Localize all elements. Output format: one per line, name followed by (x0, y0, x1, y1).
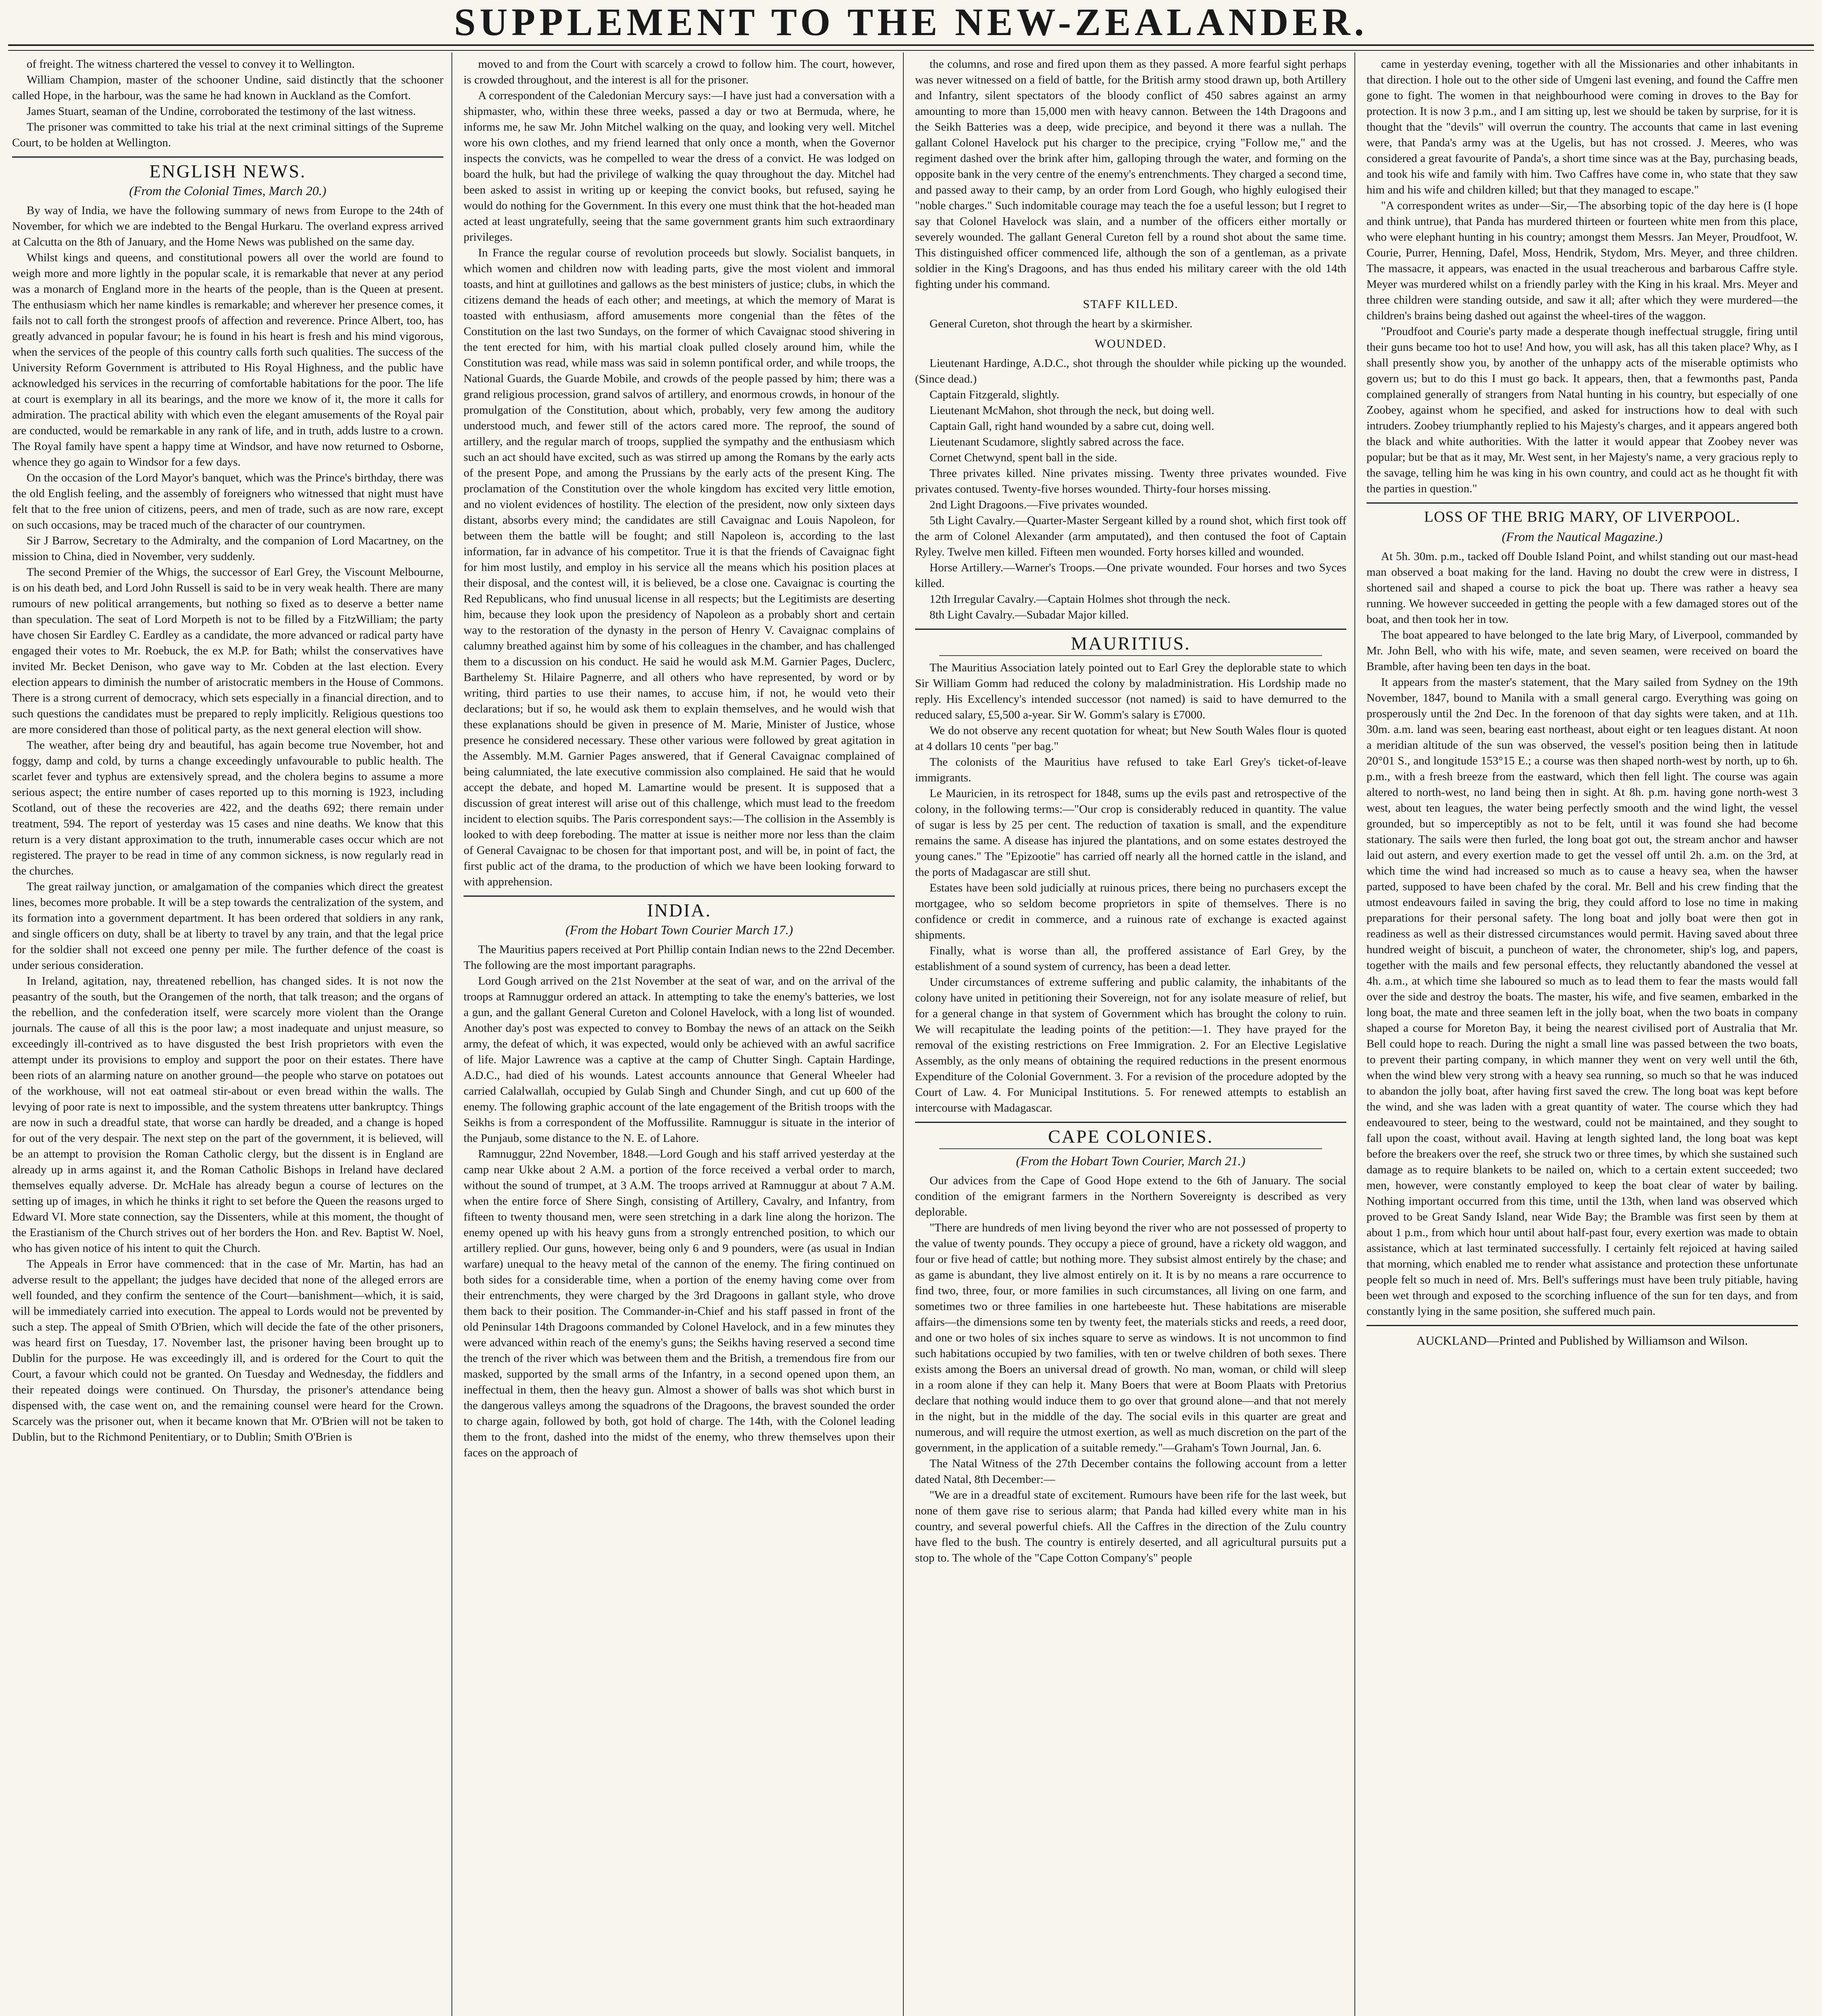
section-title-loss-of-brig-mary: LOSS OF THE BRIG MARY, OF LIVERPOOL. (1424, 508, 1741, 525)
paragraph: Le Mauricien, in its retrospect for 1848, sums up the evils past and retrospective of the colony, in the following terms:—"Our crop is considerably reduced in quantity. The value of sugar is less by 25 per cent. The reduction of taxation is small, and the expenditure remains the same. A disease has injured the plantations, and on some estates destroyed the young canes." The "Epizootie" has carried off nearly all the horned cattle in the island, and the ports of Madagascar are still shut. (915, 787, 1346, 879)
paragraph: Whilst kings and queens, and constitutional powers all over the world are found to weigh more and more lightly in the popular scale, it is remarkable that never at any period was a monarch of England more in the hearts of the people, than is the Queen at present. The enthusiasm which her name kindles is remarkable; and wherever her presence comes, it fails not to call forth the strongest proofs of affection and reverence. Prince Albert, too, has greatly advanced in popular favour; he is found in his heart is fresh and his mind vigorous, when the services of the people of this country calls forth such qualities. The success of the University Reform Government is attributed to His Royal Highness, and the public have acknowledged his services in the recurring of comfortable habitations for the poor. The life at court is exemplary in all its bearings, and the more we know of it, the more it calls for admiration. The practical ability with which even the elegant amusements of the Royal pair are conducted, would be remarkable in any rank of life, and in truth, adds lustre to a crown. The Royal family have spent a happy time at Windsor, and have now returned to Osborne, whence they go again to Windsor for a few days. (12, 251, 443, 469)
section-source: (From the Nautical Magazine.) (1502, 529, 1663, 544)
paragraph: The great railway junction, or amalgamation of the companies which direct the greatest lines, becomes more probable. It will be a step towards the centralization of the system, and its formation into a government department. It has been ordered that soldiers in any rank, and single officers on duty, shall be at liberty to travel by any train, and that the legal price for the soldier shall not exceed one penny per mile. The further defence of the coast is under serious consideration. (12, 880, 443, 972)
section-title-mauritius: MAURITIUS. (1071, 633, 1191, 654)
masthead-rule (8, 44, 1814, 46)
subheading-staff-killed: STAFF KILLED. (1083, 298, 1179, 311)
section-title-cape-colonies: CAPE COLONIES. (1048, 1126, 1214, 1147)
paragraph: The Appeals in Error have commenced: that in the case of Mr. Martin, has had an adverse result to the appellant; the judges have decided that none of the alleged errors are well founded, and they confirm the sentence of the Court—banishment—which, it is said, will be immediately carried into execution. The appeal to Lords would not be prevented by such a step. The appeal of Smith O'Brien, which will decide the fate of the other prisoners, was heard first on Tuesday, 17. November last, the prisoner having been brought up to Dublin for the purpose. He was exceedingly ill, and is ordered for the Court to quit the Court, a favour which could not be granted. On Tuesday and Wednesday, the fiddlers and their repeated doings were continued. On Thursday, the prisoner's attendance being dispensed with, the case went on, and the remaining counsel were heard for the Crown. Scarcely was the prisoner out, when it became known that Mr. O'Brien will not be taken to Dublin, but to the Richmond Penitentiary, or to Dublin; Smith O'Brien is (12, 1258, 443, 1443)
section-source: (From the Hobart Town Courier, March 21.) (1016, 1154, 1246, 1168)
paragraph: The prisoner was committed to take his trial at the next criminal sittings of the Supreme Court, to be holden at Wellington. (12, 121, 443, 149)
paragraph: Captain Gall, right hand wounded by a sabre cut, doing well. (930, 420, 1215, 433)
paragraph: Lieutenant Scudamore, slightly sabred across the face. (930, 435, 1184, 448)
paragraph: "Proudfoot and Courie's party made a desperate though ineffectual struggle, firing until their guns became too hot to use! And how, you will ask, has all this taken place? Why, as I shall presently show you, by another of the unhappy acts of the miserable optimists who govern us; but to do this I must go back. It appears, then, that a fewmonths past, Panda complained generally of strangers from Natal hunting in his country, but especially of one Zoobey, against whom he specified, and asked for instructions how to deal with such intruders. Zoobey triumphantly replied to his Majesty's charges, and it appears angered both the black and white authorities. With the latter it would appear that Zoobey never was popular; but be that as it may, Mr. West sent, in her Majesty's name, a very gracious reply to the savage, telling him he was king in his own country, and could act as he thought fit with the parties in question." (1366, 325, 1798, 495)
paragraph: A correspondent of the Caledonian Mercury says:—I have just had a conversation with a shipmaster, who, within these three weeks, passed a day or two at Bermuda, where, he informs me, he saw Mr. John Mitchel walking on the quay, and looking very well. Mitchel wore his own clothes, and my friend learned that only once a month, when the Governor inspects the convicts, was he compelled to wear the dress of a convict. He was lodged on board the hulk, but had the privilege of walking the quay throughout the day. Mitchel had been asked to assist in writing up or keeping the convict books, but refused, saying he would do nothing for the Government. In this every one must think that the hot-headed man acted at least ungratefully, seeing that the same government grants him such extraordinary privileges. (464, 89, 895, 244)
paragraph: The second Premier of the Whigs, the successor of Earl Grey, the Viscount Melbourne, is on his death bed, and Lord John Russell is said to be in very weak health. There are many rumours of new political arrangements, but nothing so fixed as to deserve a better name than speculation. The seat of Lord Morpeth is not to be filled by a FitzWilliam; the party have chosen Sir Eardley C. Eardley as a candidate, the more advanced or radical party have engaged their votes to Mr. Roebuck, the ex M.P. for Bath; whilst the conservatives have invited Mr. Becket Denison, who gave way to Mr. Cobden at the last election. Every election appears to diminish the number of aristocratic members in the House of Commons. There is a strong current of democracy, which sets especially in a financial direction, and to such questions the candidates must be prepared to reply implicitly. Religious questions too are more considered than those of political party, as the next general election will show. (12, 566, 443, 736)
paragraph: It appears from the master's statement, that the Mary sailed from Sydney on the 19th November, 1847, bound to Manila with a small general cargo. Everything was going on prosperously until the 2nd Dec. In the forenoon of that day sights were taken, and at 11h. 30m. a.m. land was seen, bearing east northeast, about eight or ten leagues distant. At noon a meridian altitude of the sun was observed, the vessel's position being then in latitude 20°01 S., and longitude 153°15 E.; a course was then shaped north-west by north, up to 6h. p.m., with a fresh breeze from the eastward, which then fell light. The course was again altered to north-west, no land being then in sight. At 8h. p.m. having gone north-west 3 west, about ten leagues, the water being perfectly smooth and the wind light, the vessel grounded, but so imperceptibly as not to be felt, until it was found she had become stationary. The sails were then furled, the long boat got out, the stream anchor and hawser laid out astern, and every exertion made to get the vessel off until 2h. a.m. on the 3rd, at which time the wind had increased so much as to cause a heavy sea, when the hawser parted, supposed to have been chafed by the coral. Mr. Bell and his crew finding that the utmost endeavours failed in saving the brig, they could afford to lose no time in making preparations for their personal safety. The long boat and jolly boat were then got in readiness as well as their distressed circumstances would permit. Having saved about three hundred weight of biscuit, a puncheon of water, the chronometer, ship's log, and papers, together with the mails and few personal effects, they reluctantly abandoned the vessel at 4h. a.m., at which time she laboured so much as to lead them to fear the masts would fall over the side and destroy the boats. The master, his wife, and five seamen, embarked in the long boat, the mate and three seamen left in the jolly boat, when the two boats in company shaped a course for Moreton Bay, it being the nearest civilised port of Australia that Mr. Bell could hope to reach. During the night a small line was passed between the two boats, to prevent their parting company, in which manner they went on very well until the 6th, when the wind blew very strong with a heavy sea running, so much so that he was induced to abandon the jolly boat, after having first saved the crew. The long boat was kept before the wind, and she was laden with a great quantity of water. The course which they had endeavoured to steer, being to the westward, could not be maintained, and they sought to fall upon the coast, without avail. Having at length sighted land, the long boat was kept before the breakers over the reef, she struck two or three times, by which she sustained such damage as to require blankets to be nailed on, which to a certain extent succeeded; two men, however, were constantly employed to keep the boat clear of water by bailing. Nothing important occurred from this time, until the 13th, when land was observed which proved to be Great Sandy Island, near Wide Bay; the Bramble was first seen by them at about 1 p.m., from which hour until about half-past four, every exertion was made to obtain assistance, which at last terminated successfully. I certainly felt rejoiced at having sailed that morning, which enabled me to render what assistance and protection these unfortunate people felt so much in need of. Mrs. Bell's sufferings must have been truly pitiable, having been wet through and exposed to the scorching influence of the sun for ten days, and from constantly lying in the same position, she suffered much pain. (1366, 676, 1798, 1318)
paragraph: The Natal Witness of the 27th December contains the following account from a letter dated Natal, 8th December:— (915, 1457, 1346, 1486)
subheading-wounded: WOUNDED. (1094, 337, 1167, 350)
column-4 (1366, 56, 1798, 2016)
section-title-india: INDIA. (647, 900, 711, 921)
paragraph: At 5h. 30m. p.m., tacked off Double Island Point, and whilst standing out our mast-head man observed a boat making for the land. Having no doubt the crew were in distress, I shortened sail and shaped a course to pick the boat up. There was rather a heavy sea running. We however succeeded in getting the people with a few damaged stores out of the boat, and then took her in tow. (1366, 550, 1798, 626)
column-divider (451, 52, 452, 2016)
section-rule (915, 1122, 1346, 1123)
section-rule (915, 629, 1346, 630)
paragraph: Cornet Chetwynd, spent ball in the side. (930, 451, 1117, 464)
section-rule (12, 156, 443, 158)
paragraph: Three privates killed. Nine privates missing. Twenty three privates wounded. Five privates contused. Twenty-five horses wounded. Thirty-four horses missing. (915, 467, 1346, 496)
paragraph: of freight. The witness chartered the vessel to convey it to Wellington. (27, 58, 355, 71)
paragraph: The colonists of the Mauritius have refused to take Earl Grey's ticket-of-leave immigrants. (915, 756, 1346, 784)
paragraph: Captain Fitzgerald, slightly. (930, 388, 1059, 401)
section-rule (939, 1148, 1322, 1149)
paragraph: The boat appeared to have belonged to the late brig Mary, of Liverpool, commanded by Mr. John Bell, who with his wife, mate, and seven seamen, were received on board the Bramble, after having been ten days in the boat. (1366, 629, 1798, 673)
paragraph: 2nd Light Dragoons.—Five privates wounded. (930, 498, 1148, 511)
paragraph: In France the regular course of revolution proceeds but slowly. Socialist banquets, in which women and children now with leading parts, give the most violent and immoral toasts, and hint at guillotines and gallows as the best ministers of justice; clubs, in which the citizens demand the heads of each other; and meetings, at which the memory of Marat is toasted with enthusiasm, afford amusements more congenial than the fêtes of the Constitution on the last two Sundays, on the former of which Cavaignac stood shivering in the tent erected for him, with his martial cloak pulled closely around him, while the Constitution was read, while mass was said in solemn pontifical order, and while troops, the National Guards, the Guarde Mobile, and crowds of the people passed by him; there was a grand religious procession, grand salvos of artillery, and enormous crowds, in honour of the promulgation of the Constitution, about which, probably, very few among the auditory understood much, and fewer still of the actors cared more. The reproof, the sound of artillery, and the regular march of troops, supplied the sympathy and the enthusiasm which such an act should have excited, such as was stirred up among the Romans by the early acts of the present Pope, and among the Prussians by the early acts of the present King. The proclamation of the Constitution over the whole kingdom has excited very little emotion, and no violent evidences of hostility. The election of the president, now only sixteen days distant, absorbs every mind; the candidates are still Cavaignac and Louis Napoleon, for between them the battle will be fought; and still Napoleon is, according to the last information, far in advance of his competitor. True it is that the friends of Cavaignac fight for him most lustily, and employ in his service all the means which his position places at their disposal, and the contest will, it is believed, be a close one. Cavaignac is courting the Red Republicans, who find unusual license in all respects; but the Legitimists are deserting him, because they look upon the presidency of Napoleon as a probably short and certain way to the restoration of the dynasty in the person of Henry V. Cavaignac complains of calumny breathed against him by some of his colleagues in the chamber, and has challenged them to a discussion on his conduct. He said he would ask M.M. Garnier Pages, Duclerc, Barthelemy St. Hilaire Pagnerre, and all others who have represented, by word or by writing, third parties to use their names, to accuse him, if not, he would veto their declarations; but if so, he would ask them to explain themselves, and he would wish that these explanations should be given in presence of M. Marie, Minister of Justice, whose presence he considered necessary. These other various were followed by great agitation in the Assembly. M.M. Garnier Pages answered, that if General Cavaignac complained of being calumniated, the late executive commission also complained. He said that he would accept the debate, and hoped M. Lamartine would be present. It is supposed that a discussion of great interest will arise out of this challenge, which must lead to the freedom incident to election squibs. The Paris correspondent says:—The collision in the Assembly is looked to with deep foreboding. The matter at issue is neither more nor less than the claim of General Cavaignac to be chosen for that important post, and will be, in point of fact, the first public act of the drama, to the production of which we have been looking forward to with apprehension. (464, 246, 895, 888)
paragraph: The weather, after being dry and beautiful, has again become true November, hot and foggy, damp and cold, by turns a change exceedingly unfavourable to public health. The scarlet fever and typhus are extensively spread, and the cholera begins to assume a more serious aspect; the entire number of cases reported up to this morning is 1923, including Scotland, out of these the recoveries are 422, and the deaths 692; there remain under treatment, 594. The report of yesterday was 15 cases and nine deaths. We know that this return is a very distant approximation to the truth, innumerable cases occur which are not registered. The prayer to be read in time of any common sickness, is now regularly read in the churches. (12, 739, 443, 877)
section-rule (1366, 1325, 1798, 1326)
column-3 (915, 56, 1346, 2016)
paragraph: Sir J Barrow, Secretary to the Admiralty, and the companion of Lord Macartney, on the mission to China, died in November, very suddenly. (12, 534, 443, 563)
column-2 (464, 56, 895, 2016)
paragraph: In Ireland, agitation, nay, threatened rebellion, has changed sides. It is not now the peasantry of the south, but the Orangemen of the north, that talk treason; and the organs of the rebellion, and the confederation itself, were scarcely more violent than the Orange journals. The cause of all this is the poor law; a most inadequate and unjust measure, so exceedingly ill-contrived as to have disgusted the best Irish proprietors with even the attempt under its provisions to employ and support the poor on their estates. There have been riots of an alarming nature on another ground—the people who starve on potatoes out of the workhouse, will not eat oatmeal stir-about or even bread within the walls. The levying of poor rate is next to impossible, and the system threatens utter bankruptcy. Things are now in such a dreadful state, that worse can hardly be dreaded, and a change is hoped for out of the very despair. The next step on the part of the government, it is believed, will be an attempt to provision the Roman Catholic clergy, but the dissent is in England are already up in arms against it, and the Roman Catholic Bishops in Ireland have declared themselves equally adverse. Dr. McHale has already begun a course of lectures on the setting up of images, in which he thinks it right to set before the Queen the reasons urged to Edward VI. More state connection, say the Dissenters, while at this moment, the thought of the Erastianism of the Church strives out of her borders the Hon. and Rev. Baptist W. Noel, who has given notice of his intent to quit the Church. (12, 975, 443, 1255)
paragraph: "A correspondent writes as under—Sir,—The absorbing topic of the day here is (I hope and think untrue), that Panda has murdered thirteen or fourteen white men from this place, who were elephant hunting in his country; amongst them Messrs. Jan Meyer, Proudfoot, W. Courie, Purrer, Henning, Dafel, Moss, Hendrik, Stydom, Mrs. Meyer, and three children. The massacre, it appears, was enacted in the usual treacherous and barbarous Caffre style. Meyer was murdered whilst on a friendly parley with the King in his kraal. Mrs. Meyer and three children were standing outside, and saw it all; after which they were murdered—the children's brains being dashed out against the wheel-tires of the waggon. (1366, 199, 1798, 322)
paragraph: Lieutenant Hardinge, A.D.C., shot through the shoulder while picking up the wounded. (Since dead.) (915, 357, 1346, 385)
section-rule (464, 896, 895, 897)
printer-imprint: AUCKLAND—Printed and Published by Williamson and Wilson. (1416, 1333, 1748, 1347)
paragraph: Lord Gough arrived on the 21st November at the seat of war, and on the arrival of the troops at Ramnuggur ordered an attack. In attempting to take the enemy's batteries, we lost a gun, and the gallant General Cureton and Colonel Havelock, with a long list of wounded. Another day's post was expected to convey to Bombay the news of an attack on the Seikh army, the defeat of which, it was expected, would only be achieved with an awful sacrifice of life. Major Lawrence was a captive at the camp of Chutter Singh. Captain Hardinge, A.D.C., had died of his wounds. Latest accounts announce that General Wheeler had carried Calalwallah, occupied by Gulab Singh and Chunder Singh, and cut up 600 of the enemy. The following graphic account of the late engagement of the British troops with the Seikhs is from a correspondent of the Moffussilite. Ramnuggur is situate in the interior of the Punjaub, some distance to the N. E. of Lahore. (464, 975, 895, 1145)
paragraph: General Cureton, shot through the heart by a skirmisher. (930, 317, 1193, 330)
paragraph: Our advices from the Cape of Good Hope extend to the 6th of January. The social condition of the emigrant farmers in the Northern Sovereignty is described as very deplorable. (915, 1174, 1346, 1218)
paragraph: Lieutenant McMahon, shot through the neck, but doing well. (930, 404, 1215, 417)
masthead-rule-thin (8, 50, 1814, 51)
section-rule (939, 655, 1322, 656)
paragraph: Finally, what is worse than all, the proffered assistance of Earl Grey, by the establishment of a sound system of currency, has been a dead letter. (915, 944, 1346, 973)
paragraph: On the occasion of the Lord Mayor's banquet, which was the Prince's birthday, there was the old English feeling, and the assembly of foreigners who witnessed that night must have felt that to the free union of citizens, peers, and men of trade, such as are now rare, except on such occasions, may be traced much of the character of our countrymen. (12, 471, 443, 531)
section-source: (From the Colonial Times, March 20.) (129, 183, 327, 198)
paragraph: "There are hundreds of men living beyond the river who are not possessed of property to the value of twenty pounds. They occupy a piece of ground, have a rickety old waggon, and four or five head of cattle; but nothing more. They subsist almost entirely by the chase; and as game is abundant, they live almost entirely on it. It is by no means a rare occurrence to find two, three, four, or more families in such circumstances, all living on one farm, and sometimes two or three families in one hartebeeste hut. These habitations are miserable affairs—the dimensions some ten by twenty feet, the materials sticks and reeds, a reed door, and one or two holes of six inches square to serve as windows. It is not uncommon to find such habitations occupied by two families, with ten or twelve children of both sexes. There exists among the Boers an universal dread of growth. No man, woman, or child will sleep in a room alone if they can help it. Many Boers that were at Boom Plaats with Pretorius declare that nothing would induce them to go over that ground alone—and that not merely in the night, but in the middle of the day. The social evils in this quarter are great and numerous, and will require the utmost exertion, as well as much discretion on the part of the government, in the application of a suitable remedy."—Graham's Town Journal, Jan. 6. (915, 1221, 1346, 1454)
column-1 (12, 56, 443, 2016)
paragraph: William Champion, master of the schooner Undine, said distinctly that the schooner called Hope, in the harbour, was the same he had known in Auckland as the Comfort. (12, 73, 443, 102)
section-source: (From the Hobart Town Courier March 17.) (565, 923, 793, 937)
paragraph: James Stuart, seaman of the Undine, corroborated the testimony of the last witness. (27, 105, 416, 118)
paragraph: "We are in a dreadful state of excitement. Rumours have been rife for the last week, but none of them gave rise to serious alarm; that Panda had killed every white man in his country, and several powerful chiefs. All the Caffres in the direction of the Zulu country have fled to the bush. The country is entirely deserted, and all agricultural pursuits put a stop to. The whole of the "Cape Cotton Company's" people (915, 1489, 1346, 1564)
section-rule (1366, 502, 1798, 504)
paragraph: Horse Artillery.—Warner's Troops.—One private wounded. Four horses and two Syces killed. (915, 561, 1346, 590)
paragraph: By way of India, we have the following summary of news from Europe to the 24th of November, for which we are indebted to the Bengal Hurkaru. The overland express arrived at Calcutta on the 8th of January, and the Home News was published on the same day. (12, 204, 443, 248)
section-title-english-news: ENGLISH NEWS. (149, 161, 306, 181)
column-divider (903, 52, 904, 2016)
paragraph: 5th Light Cavalry.—Quarter-Master Sergeant killed by a round shot, which first took off the arm of Colonel Alexander (arm amputated), and then contused the foot of Captain Ryley. Twelve men killed. Fifteen men wounded. Forty horses killed and wounded. (915, 514, 1346, 558)
paragraph: Estates have been sold judicially at ruinous prices, there being no purchasers except the mortgagee, who so seldom become proprietors in spite of themselves. There is no confidence or credit in commerce, and a ruinous rate of exchange is exacted against shipments. (915, 881, 1346, 941)
masthead: SUPPLEMENT TO THE NEW-ZEALANDER. (454, 0, 1368, 44)
paragraph: Under circumstances of extreme suffering and public calamity, the inhabitants of the colony have united in petitioning their Sovereign, not for any isolate measure of relief, but for a general change in that system of Government which has brought the colony to ruin. We will recapitulate the leading points of the petition:—1. They have prayed for the removal of the existing restrictions on Free Immigration. 2. For an Elective Legislative Assembly, as the only means of obtaining the required reductions in the present enormous Expenditure of the Colonial Government. 3. For a revision of the procedure adopted by the Court of Law. 4. For Municipal Institutions. 5. For renewed attempts to establish an intercourse with Madagascar. (915, 976, 1346, 1114)
column-divider (1354, 52, 1355, 2016)
paragraph: moved to and from the Court with scarcely a crowd to follow him. The court, however, is crowded throughout, and the interest is all for the prisoner. (464, 58, 895, 86)
paragraph: 8th Light Cavalry.—Subadar Major killed. (930, 608, 1129, 621)
paragraph: The Mauritius Association lately pointed out to Earl Grey the deplorable state to which Sir William Gomm had reduced the colony by maladministration. His Lordship made no reply. His Excellency's intended successor (not named) is said to have demurred to the reduced salary, £5,500 a-year. Sir W. Gomm's salary is £7000. (915, 661, 1346, 721)
paragraph: 12th Irregular Cavalry.—Captain Holmes shot through the neck. (930, 593, 1231, 606)
paragraph: came in yesterday evening, together with all the Missionaries and other inhabitants in that direction. I hole out to the other side of Umgeni last evening, and found the Caffre men gone to fight. The women in that neighbourhood were coming in droves to the Bay for protection. It is now 3 p.m., and I am sitting up, lest we should be taken by surprise, for it is thought that the "devils" will overrun the country. The accounts that came in last evening were, that Panda's army was at the Ugelis, but has not crossed. J. Meeres, who was considered a great favourite of Panda's, a short time since was at the Bay, purchasing beads, and took his wife and family with him. Two Caffres have come in, who state that they saw him and his wife and children killed; but that they managed to escape." (1366, 58, 1798, 196)
paragraph: The Mauritius papers received at Port Phillip contain Indian news to the 22nd December. The following are the most important paragraphs. (464, 943, 895, 972)
paragraph: Ramnuggur, 22nd November, 1848.—Lord Gough and his staff arrived yesterday at the camp near Ukke about 2 A.M. a portion of the force received a verbal order to march, without the sound of trumpet, at 3 A.M. The troops arrived at Ramnuggur at about 7 A.M. when the entire force of Shere Singh, consisting of Artillery, Cavalry, and Infantry, from fifteen to twenty thousand men, were seen stretching in a dark line along the horizon. The enemy opened up with his heavy guns from a strongly entrenched position, to which our artillery replied. Our guns, however, being only 6 and 9 pounders, were (as usual in Indian warfare) unequal to the heavy metal of the cannon of the enemy. The firing continued on both sides for a considerable time, when a portion of the enemy having come over from their entrenchments, they were charged by the 3rd Dragoons in gallant style, who drove them back to their position. The Commander-in-Chief and his staff passed in front of the old Peninsular 14th Dragoons commanded by Colonel Havelock, and in a few minutes they were advanced within reach of the enemy's guns; the Seikhs having reserved a second time the trench of the river which was between them and the British, a tremendous fire from our masked, supported by the small arms of the Infantry, in a second opened upon them, an ineffectual in them, then the heavy gun. Almost a shower of balls was shot which burst in the dangerous valleys among the squadrons of the Dragoons, the bravest sounded the order to charge again, followed by both, got hold of charge. The 14th, with the Colonel leading them to the front, dashed into the midst of the enemy, who threw themselves upon their faces on the approach of (464, 1148, 895, 1459)
paragraph: the columns, and rose and fired upon them as they passed. A more fearful sight perhaps was never witnessed on a field of battle, for the British army stood drawn up, both Artillery and Infantry, silent spectators of the bloody conflict of 450 sabres against an army amounting to more than 15,000 men with heavy cannon. Between the 14th Dragoons and the Seikh Batteries was a deep, wide precipice, and beyond it there was a nullah. The gallant Colonel Havelock put his charger to the precipice, crying "Follow me," and the regiment dashed over the brink after him, galloping through the water, and forming on the opposite bank in the very centre of the enemy's entrenchments. They charged a second time, and passed away to their camp, by an order from Lord Gough, who highly eulogised their "noble charges." Such indomitable courage may teach the foe a useful lesson; but I regret to say that Colonel Havelock was slain, and a number of the officers either mortally or severely wounded. The gallant General Cureton fell by a round shot about the same time. This distinguished officer commenced life, although the son of a gentleman, as a private soldier in the King's Dragoons, and has thus ended his military career with the old 14th fighting under his command. (915, 58, 1346, 291)
paragraph: We do not observe any recent quotation for wheat; but New South Wales flour is quoted at 4 dollars 10 cents "per bag." (915, 724, 1346, 753)
